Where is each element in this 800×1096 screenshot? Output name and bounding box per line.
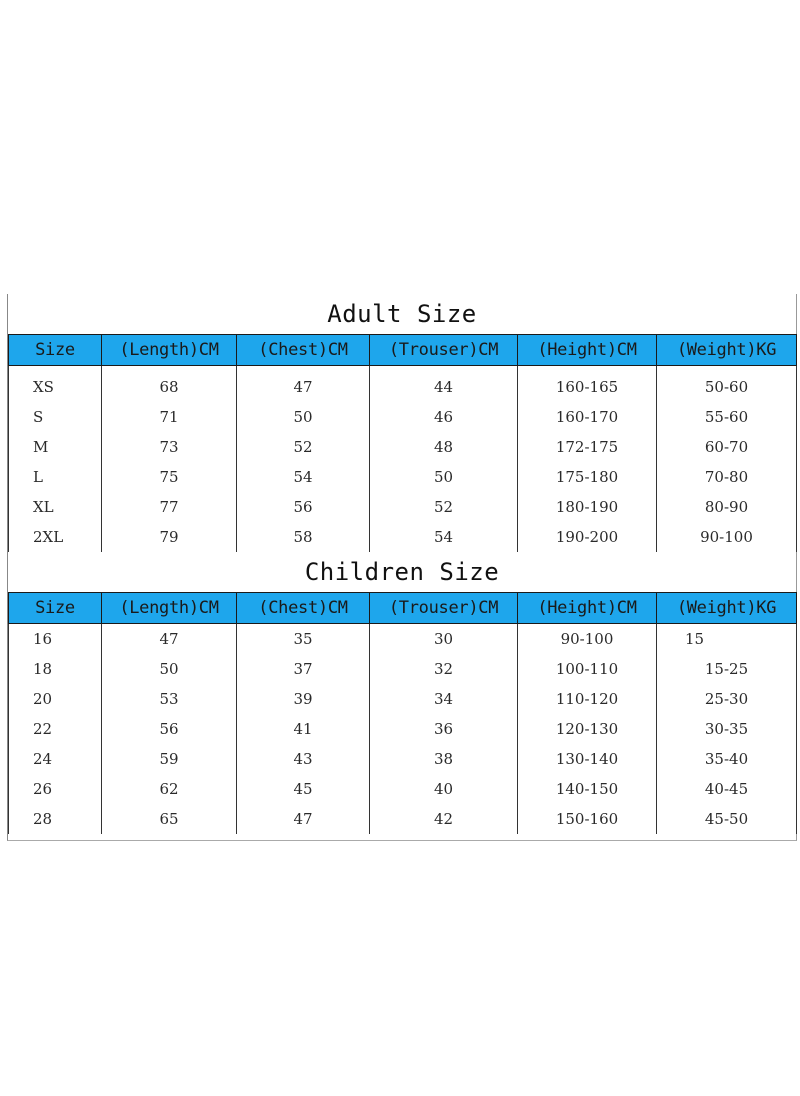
children-size-title: Children Size	[304, 558, 500, 586]
adult-size-title: Adult Size	[327, 300, 477, 328]
adult-table-cell: 52	[370, 492, 518, 522]
adult-table-row	[9, 432, 797, 462]
children-size-table	[8, 592, 797, 834]
children-table-cell: 45-50	[657, 804, 797, 834]
adult-size-cell: M	[9, 432, 102, 462]
children-table-cell: 120-130	[518, 714, 657, 744]
children-size-cell: 16	[9, 624, 102, 655]
size-chart	[7, 294, 797, 841]
adult-table-cell: 175-180	[518, 462, 657, 492]
adult-table-cell: 90-100	[657, 522, 797, 552]
adult-table-cell: 58	[237, 522, 370, 552]
children-table-cell: 32	[370, 654, 518, 684]
children-table-cell: 40-45	[657, 774, 797, 804]
children-size-cell: 28	[9, 804, 102, 834]
adult-header-cell: (Height)CM	[518, 335, 657, 366]
adult-table-row	[9, 492, 797, 522]
adult-table-cell: 48	[370, 432, 518, 462]
children-table-cell: 35	[237, 624, 370, 655]
children-table-cell: 130-140	[518, 744, 657, 774]
adult-table-cell: 180-190	[518, 492, 657, 522]
children-table-cell: 36	[370, 714, 518, 744]
adult-table-cell: 71	[102, 402, 237, 432]
adult-table-cell: 77	[102, 492, 237, 522]
adult-table-cell: 54	[370, 522, 518, 552]
adult-table-cell: 70-80	[657, 462, 797, 492]
adult-header-cell: (Trouser)CM	[370, 335, 518, 366]
children-table-cell: 43	[237, 744, 370, 774]
adult-table-cell: 68	[102, 366, 237, 403]
adult-header-cell: (Weight)KG	[657, 335, 797, 366]
adult-table-cell: 47	[237, 366, 370, 403]
children-table-cell: 40	[370, 774, 518, 804]
children-table-cell: 150-160	[518, 804, 657, 834]
adult-header-cell: (Length)CM	[102, 335, 237, 366]
children-table-row	[9, 804, 797, 834]
adult-table-cell: 50	[237, 402, 370, 432]
children-size-cell: 24	[9, 744, 102, 774]
adult-table-cell: 160-170	[518, 402, 657, 432]
adult-table-cell: 52	[237, 432, 370, 462]
children-table-cell: 39	[237, 684, 370, 714]
children-header-cell: (Chest)CM	[237, 593, 370, 624]
children-table-cell: 56	[102, 714, 237, 744]
children-table-cell: 53	[102, 684, 237, 714]
children-size-cell: 20	[9, 684, 102, 714]
adult-table-row	[9, 402, 797, 432]
children-table-row	[9, 684, 797, 714]
adult-size-cell: L	[9, 462, 102, 492]
children-header-cell: (Weight)KG	[657, 593, 797, 624]
children-table-cell: 30	[370, 624, 518, 655]
adult-table-cell: 50	[370, 462, 518, 492]
children-table-cell: 47	[102, 624, 237, 655]
children-table-cell: 45	[237, 774, 370, 804]
children-table-row	[9, 624, 797, 655]
children-table-row	[9, 654, 797, 684]
children-size-cell: 18	[9, 654, 102, 684]
children-table-row	[9, 744, 797, 774]
children-table-cell: 59	[102, 744, 237, 774]
children-table-cell: 38	[370, 744, 518, 774]
children-table-cell: 41	[237, 714, 370, 744]
adult-size-cell: S	[9, 402, 102, 432]
adult-table-cell: 160-165	[518, 366, 657, 403]
adult-size-table	[8, 334, 797, 552]
adult-table-cell: 54	[237, 462, 370, 492]
adult-table-row	[9, 366, 797, 403]
adult-header-cell: (Chest)CM	[237, 335, 370, 366]
adult-table-cell: 190-200	[518, 522, 657, 552]
children-table-cell: 110-120	[518, 684, 657, 714]
adult-table-cell: 79	[102, 522, 237, 552]
children-table-cell: 47	[237, 804, 370, 834]
adult-header-row	[9, 335, 797, 366]
children-header-cell: (Length)CM	[102, 593, 237, 624]
adult-table-cell: 60-70	[657, 432, 797, 462]
children-table-cell: 65	[102, 804, 237, 834]
children-table-cell: 62	[102, 774, 237, 804]
children-table-cell: 25-30	[657, 684, 797, 714]
children-size-cell: 26	[9, 774, 102, 804]
adult-table-cell: 75	[102, 462, 237, 492]
adult-table-cell: 73	[102, 432, 237, 462]
children-header-cell: Size	[9, 593, 102, 624]
adult-table-cell: 46	[370, 402, 518, 432]
adult-table-cell: 50-60	[657, 366, 797, 403]
children-table-cell: 50	[102, 654, 237, 684]
children-table-row	[9, 714, 797, 744]
children-table-cell: 37	[237, 654, 370, 684]
children-header-cell: (Height)CM	[518, 593, 657, 624]
children-header-cell: (Trouser)CM	[370, 593, 518, 624]
children-table-cell: 30-35	[657, 714, 797, 744]
adult-table-cell: 80-90	[657, 492, 797, 522]
adult-table-cell: 56	[237, 492, 370, 522]
adult-size-cell: XL	[9, 492, 102, 522]
adult-size-cell: XS	[9, 366, 102, 403]
adult-table-cell: 172-175	[518, 432, 657, 462]
children-size-cell: 22	[9, 714, 102, 744]
children-table-cell: 100-110	[518, 654, 657, 684]
adult-table-row	[9, 462, 797, 492]
children-table-cell: 15-25	[657, 654, 797, 684]
children-table-cell: 15	[657, 624, 797, 655]
children-table-cell: 90-100	[518, 624, 657, 655]
children-table-cell: 35-40	[657, 744, 797, 774]
adult-table-cell: 44	[370, 366, 518, 403]
children-table-row	[9, 774, 797, 804]
children-header-row	[9, 593, 797, 624]
adult-table-row	[9, 522, 797, 552]
adult-header-cell: Size	[9, 335, 102, 366]
adult-table-cell: 55-60	[657, 402, 797, 432]
children-table-cell: 140-150	[518, 774, 657, 804]
children-table-cell: 42	[370, 804, 518, 834]
adult-size-cell: 2XL	[9, 522, 102, 552]
children-table-cell: 34	[370, 684, 518, 714]
